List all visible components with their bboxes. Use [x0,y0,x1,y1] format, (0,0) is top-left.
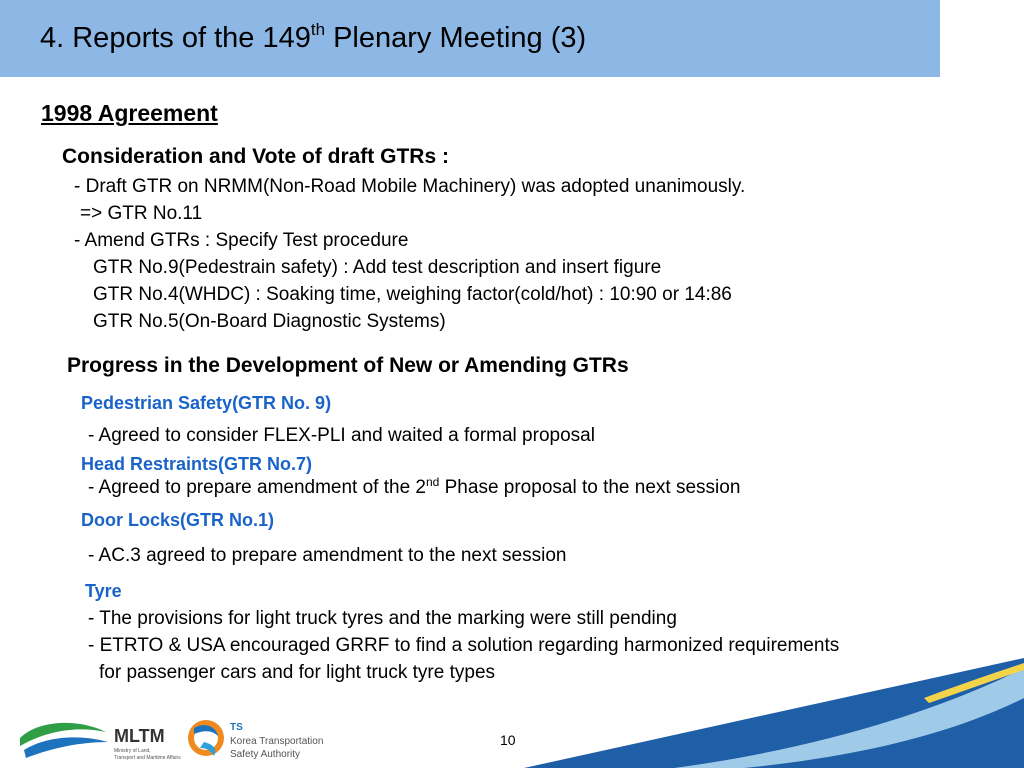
door-locks-line: - AC.3 agreed to prepare amendment to the next session [88,545,567,566]
tyre-label: Tyre [85,581,122,601]
mltm-logo-icon [20,723,108,758]
consideration-line: - Amend GTRs : Specify Test procedure [74,230,409,251]
section-heading: 1998 Agreement [41,100,218,126]
footer-logos [18,712,348,764]
pedestrian-line: - Agreed to consider FLEX-PLI and waited a formal proposal [88,425,595,446]
progress-heading: Progress in the Development of New or Amending GTRs [67,354,629,377]
tyre-line: - ETRTO & USA encouraged GRRF to find a solution regarding harmonized requirements [88,635,840,656]
tyre-line: for passenger cars and for light truck tyre types [99,662,496,683]
door-locks-label: Door Locks(GTR No.1) [81,510,275,530]
consideration-line: - Draft GTR on NRMM(Non-Road Mobile Machinery) was adopted unanimously. [74,176,746,197]
consideration-line: GTR No.5(On-Board Diagnostic Systems) [93,311,446,332]
consideration-line: => GTR No.11 [80,203,203,224]
consideration-line: GTR No.9(Pedestrain safety) : Add test description and insert figure [93,257,662,278]
consideration-heading: Consideration and Vote of draft GTRs : [62,145,449,168]
corner-decoration [524,658,1024,768]
mltm-logo-sub: Ministry of Land, [114,748,151,754]
consideration-line: GTR No.4(WHDC) : Soaking time, weighing factor(cold/hot) : 10:90 or 14:86 [93,284,732,305]
page-number: 10 [500,732,516,748]
pedestrian-label: Pedestrian Safety(GTR No. 9) [81,393,332,413]
mltm-logo-sub: Transport and Maritime Affairs [114,755,181,761]
slide-title: 4. Reports of the 149th Plenary Meeting (3) [40,20,587,54]
mltm-logo-text: MLTM [114,726,165,746]
ts-logo-line: Korea Transportation [230,736,324,747]
ts-logo-text: TS [230,722,243,733]
ts-logo-icon [188,720,224,756]
tyre-line: - The provisions for light truck tyres and the marking were still pending [88,608,677,629]
head-restraints-line: - Agreed to prepare amendment of the 2nd Phase proposal to the next session [88,475,741,498]
head-restraints-label: Head Restraints(GTR No.7) [81,454,313,474]
ts-logo-line: Safety Authority [230,749,301,760]
